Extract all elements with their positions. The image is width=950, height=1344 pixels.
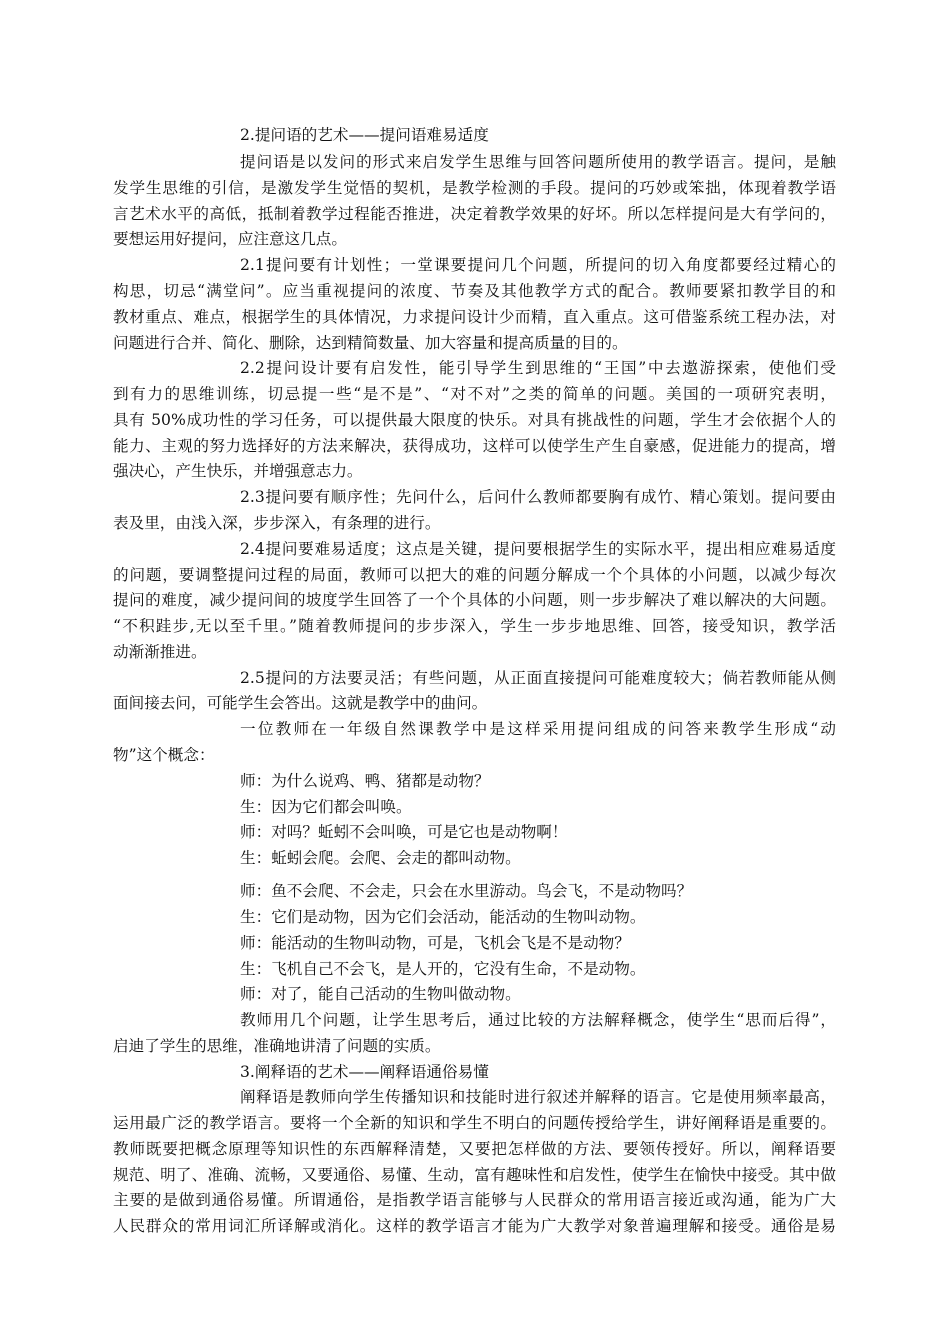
text-line-content: 生：飞机自己不会飞，是人开的，它没有生命，不是动物。 — [240, 960, 646, 978]
text-line — [113, 513, 500, 533]
text-line — [113, 204, 836, 224]
text-line — [113, 1190, 836, 1210]
text-line-content: “不积跬步,无以至千里。”随着教师提问的步步深入，学生一步步地思维、回答，接受知识，教学活 — [113, 617, 836, 635]
text-line-content: 教材重点、难点，根据学生的具体情况，力求提问设计少而精，直入重点。这可借鉴系统工程办法，对 — [113, 308, 836, 326]
text-line-content: 师：对了，能自己活动的生物叫做动物。 — [240, 985, 521, 1003]
text-line-content: 表及里，由浅入深，步步深入，有条理的进行。 — [113, 514, 441, 532]
text-line — [113, 693, 560, 713]
text-line-content: 生：因为它们都会叫唤。 — [240, 798, 412, 816]
text-line — [240, 719, 836, 739]
text-line-content: 教师既要把概念原理等知识性的东西解释清楚，又要把怎样做的方法、要领传授好。所以，阐释语要 — [113, 1140, 836, 1158]
text-line-content: 师：对吗？蚯蚓不会叫唤，可是它也是动物啊！ — [240, 823, 568, 841]
text-line — [240, 1087, 836, 1107]
text-line — [113, 590, 836, 610]
text-line-content: 师：鱼不会爬、不会走，只会在水里游动。鸟会飞，不是动物吗？ — [240, 882, 693, 900]
text-line-content: 2.2提问设计要有启发性，能引导学生到思维的“王国”中去遨游探索，使他们受 — [240, 359, 836, 377]
text-line — [240, 1062, 600, 1082]
text-line — [240, 797, 600, 817]
text-line — [113, 616, 836, 636]
text-line-content: 问题进行合并、简化、删除，达到精简数量、加大容量和提高质量的目的。 — [113, 334, 628, 352]
text-line-content: 构思，切忌“满堂问”。应当重视提问的浓度、节奏及其他教学方式的配合。教师要紧扣教学目的和 — [113, 282, 836, 300]
text-line-content: 2.4提问要难易适度；这点是关键，提问要根据学生的实际水平，提出相应难易适度 — [240, 540, 836, 558]
text-line-content: 教师用几个问题，让学生思考后，通过比较的方法解释概念，使学生“思而后得”， — [240, 1011, 836, 1029]
text-line — [113, 333, 690, 353]
text-line — [113, 229, 480, 249]
text-line — [240, 539, 836, 559]
text-line-content: 2.1提问要有计划性；一堂课要提问几个问题，所提问的切入角度都要经过精心的 — [240, 256, 836, 274]
text-line — [113, 565, 836, 585]
text-line — [240, 1010, 836, 1030]
text-line — [113, 1165, 836, 1185]
text-line-content: 提问的难度，减少提问间的坡度学生回答了一个个具体的小问题，则一步步解决了难以解决的大问题。 — [113, 591, 836, 609]
text-line — [113, 461, 400, 481]
text-line — [240, 822, 640, 842]
text-line — [113, 642, 300, 662]
text-line — [240, 125, 600, 145]
text-line-content: 生：蚯蚓会爬。会爬、会走的都叫动物。 — [240, 849, 521, 867]
text-line — [113, 384, 836, 404]
text-line — [113, 178, 836, 198]
text-line-content: 规范、明了、准确、流畅，又要通俗、易懂、生动，富有趣味性和启发性，使学生在愉快中接受。其中做 — [113, 1166, 836, 1184]
text-line — [240, 358, 836, 378]
text-line — [240, 255, 836, 275]
text-line — [113, 1036, 500, 1056]
text-line-content: 物”这个概念： — [113, 746, 215, 764]
text-line-content: 言艺术水平的高低，抵制着教学过程能否推进，决定着教学效果的好坏。所以怎样提问是大有学问的， — [113, 205, 836, 223]
text-line-content: 面间接去问，可能学生会答出。这就是教学中的曲问。 — [113, 694, 488, 712]
text-line-content: 具有 50%成功性的学习任务，可以提供最大限度的快乐。对具有挑战性的问题，学生才会依据个人的 — [113, 411, 836, 429]
text-line — [240, 668, 836, 688]
text-line — [240, 881, 760, 901]
text-line-content: 强决心，产生快乐，并增强意志力。 — [113, 462, 363, 480]
text-line-content: 动渐渐推进。 — [113, 643, 207, 661]
text-line-content: 一位教师在一年级自然课教学中是这样采用提问组成的问答来教学生形成“动 — [240, 720, 836, 738]
text-line-content: 2.提问语的艺术——提问语难易适度 — [240, 126, 489, 144]
text-line — [240, 959, 760, 979]
text-line — [240, 487, 836, 507]
text-line — [240, 907, 760, 927]
text-line-content: 2.5提问的方法要灵活；有些问题，从正面直接提问可能难度较大；倘若教师能从侧 — [240, 669, 836, 687]
text-line-content: 生：它们是动物，因为它们会活动，能活动的生物叫动物。 — [240, 908, 646, 926]
text-line-content: 提问语是以发问的形式来启发学生思维与回答问题所使用的教学语言。提问，是触 — [240, 153, 836, 171]
text-line — [240, 933, 760, 953]
text-line-content: 2.3提问要有顺序性；先问什么，后问什么教师都要胸有成竹、精心策划。提问要由 — [240, 488, 836, 506]
text-line-content: 的问题，要调整提问过程的局面，教师可以把大的难的问题分解成一个个具体的小问题，以减少每次 — [113, 566, 836, 584]
text-line-content: 师：为什么说鸡、鸭、猪都是动物？ — [240, 772, 490, 790]
text-line — [240, 771, 600, 791]
text-line-content: 能力、主观的努力选择好的方法来解决，获得成功，这样可以使学生产生自豪感，促进能力的提高，增 — [113, 437, 836, 455]
text-line — [113, 1113, 836, 1133]
text-line-content: 人民群众的常用词汇所译解或消化。这样的教学语言才能为广大教学对象普遍理解和接受。通俗是易 — [113, 1217, 836, 1235]
text-line — [113, 436, 836, 456]
text-line — [240, 984, 640, 1004]
text-line — [240, 152, 836, 172]
text-line — [240, 848, 640, 868]
text-line-content: 师：能活动的生物叫动物，可是，飞机会飞是不是动物？ — [240, 934, 630, 952]
text-line-content: 运用最广泛的教学语言。要将一个全新的知识和学生不明白的问题传授给学生，讲好阐释语是重要的。 — [113, 1114, 836, 1132]
text-line-content: 阐释语是教师向学生传播知识和技能时进行叙述并解释的语言。它是使用频率最高， — [240, 1088, 836, 1106]
text-line — [113, 1139, 836, 1159]
text-line-content: 启迪了学生的思维，准确地讲清了问题的实质。 — [113, 1037, 441, 1055]
text-line-content: 到有力的思维训练，切忌提一些“是不是”、“对不对”之类的简单的问题。美国的一项研究表明， — [113, 385, 836, 403]
text-line — [113, 745, 300, 765]
text-line-content: 主要的是做到通俗易懂。所谓通俗，是指教学语言能够与人民群众的常用语言接近或沟通，能为广大 — [113, 1191, 836, 1209]
text-line — [113, 1216, 836, 1236]
text-line — [113, 307, 836, 327]
text-line-content: 发学生思维的引信，是激发学生觉悟的契机，是教学检测的手段。提问的巧妙或笨拙，体现着教学语 — [113, 179, 836, 197]
text-line-content: 要想运用好提问，应注意这几点。 — [113, 230, 347, 248]
text-line — [113, 410, 836, 430]
text-line-content: 3.阐释语的艺术——阐释语通俗易懂 — [240, 1063, 489, 1081]
text-line — [113, 281, 836, 301]
